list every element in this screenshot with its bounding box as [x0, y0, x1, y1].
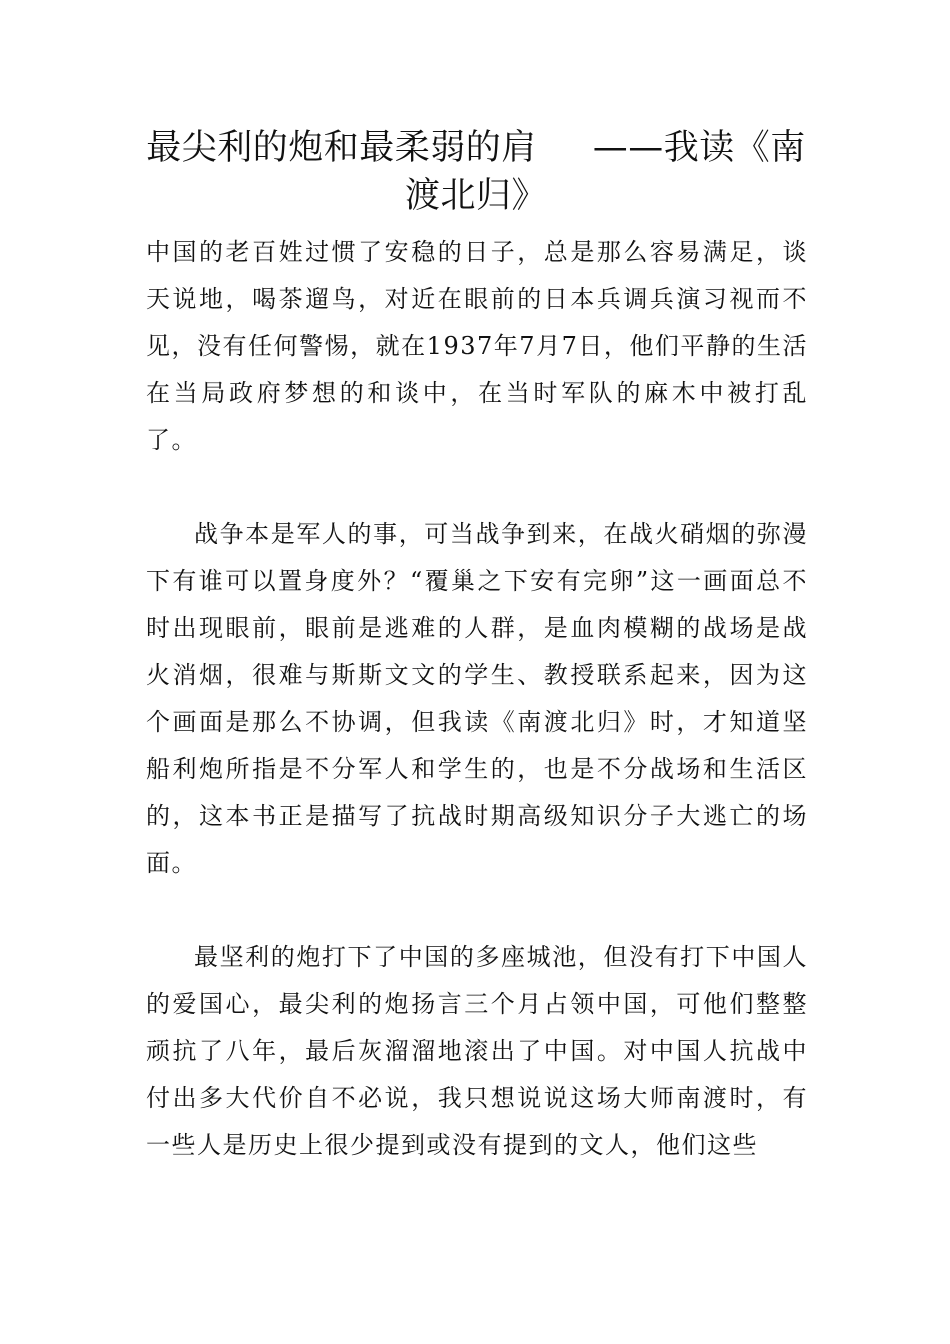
paragraph-3: 最坚利的炮打下了中国的多座城池，但没有打下中国人的爱国心，最尖利的炮扬言三个月占领中国，可他们整整顽抗了八年，最后灰溜溜地滚出了中国。对中国人抗战中付出多大代价自不必说，我只想说说这场大师南渡时，有一些人是历史上很少提到或没有提到的文人，他们这些: [146, 943, 808, 1159]
paragraph-spacer: [146, 887, 808, 934]
paragraph-spacer: [146, 464, 808, 511]
title-subtitle: ——我读《南渡北归》: [404, 128, 806, 216]
paragraph-1: 中国的老百姓过惯了安稳的日子，总是那么容易满足，谈天说地，喝茶遛鸟，对近在眼前的日本兵调兵演习视而不见，没有任何警惕，就在1937年7月7日，他们平静的生活在当局政府梦想的和谈中，在当时军队的麻木中被打乱了。: [146, 238, 808, 454]
document-body: [146, 229, 808, 1169]
document-title: [146, 124, 806, 220]
paragraph-2: 战争本是军人的事，可当战争到来，在战火硝烟的弥漫下有谁可以置身度外？“覆巢之下安有完卵”这一画面总不时出现眼前，眼前是逃难的人群，是血肉模糊的战场是战火消烟，很难与斯斯文文的学生、教授联系起来，因为这个画面是那么不协调，但我读《南渡北归》时，才知道坚船利炮所指是不分军人和学生的，也是不分战场和生活区的，这本书正是描写了抗战时期高级知识分子大逃亡的场面。: [146, 520, 808, 877]
title-main: 最尖利的炮和最柔弱的肩: [146, 128, 537, 168]
